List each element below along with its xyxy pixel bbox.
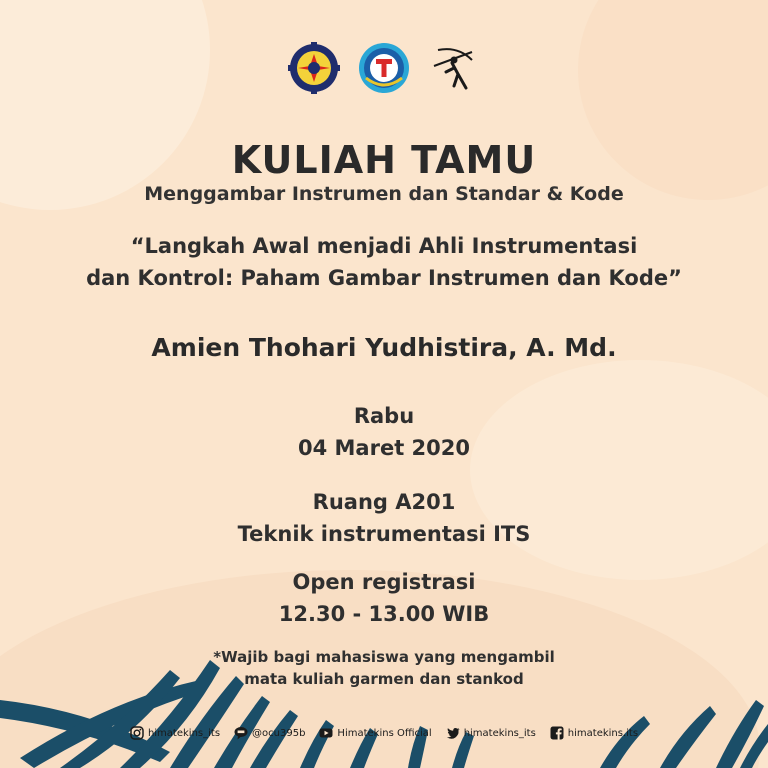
event-full-date: 04 Maret 2020 — [298, 436, 470, 460]
event-room: Ruang A201 — [312, 490, 456, 514]
social-line[interactable] — [234, 726, 305, 740]
event-day: Rabu — [353, 404, 415, 428]
quote-line: “Langkah Awal menjadi Ahli Instrumentasi — [130, 234, 638, 258]
event-subtitle: Menggambar Instrumen dan Standar & Kode — [144, 183, 624, 205]
event-title: KULIAH TAMU — [231, 138, 537, 182]
event-department: Teknik instrumentasi ITS — [237, 522, 531, 546]
social-handle: himatekins_its — [147, 727, 221, 739]
note-line: mata kuliah garmen dan stankod — [244, 670, 524, 688]
registration-time: 12.30 - 13.00 WIB — [278, 602, 490, 626]
social-handle: himatekins_its — [463, 727, 536, 739]
palm-leaves-decoration — [0, 640, 768, 768]
facebook-icon — [550, 726, 564, 740]
himatekins-logo — [358, 42, 410, 94]
youtube-icon — [319, 726, 333, 740]
event-theme-quote — [0, 230, 768, 294]
social-handle: @ocu395b — [252, 727, 306, 739]
social-instagram[interactable] — [130, 726, 220, 740]
archer-logo — [428, 42, 480, 94]
social-media-bar — [0, 726, 768, 740]
quote-line: dan Kontrol: Paham Gambar Instrumen dan Kode” — [86, 266, 682, 290]
social-facebook[interactable] — [550, 726, 638, 740]
event-location — [0, 486, 768, 550]
social-twitter[interactable] — [446, 726, 536, 740]
event-date — [0, 400, 768, 464]
speaker-name: Amien Thohari Yudhistira, A. Md. — [151, 333, 617, 362]
social-handle: himatekins.its — [567, 727, 639, 739]
its-gear-logo — [288, 42, 340, 94]
twitter-icon — [446, 726, 460, 740]
note-line: *Wajib bagi mahasiswa yang mengambil — [213, 648, 555, 666]
registration-info — [0, 566, 768, 630]
social-handle: Himatekins Official — [337, 727, 432, 739]
registration-label: Open registrasi — [292, 570, 476, 594]
line-icon — [234, 726, 248, 740]
logo-row — [0, 42, 768, 94]
instagram-icon — [130, 726, 144, 740]
social-youtube[interactable] — [319, 726, 431, 740]
